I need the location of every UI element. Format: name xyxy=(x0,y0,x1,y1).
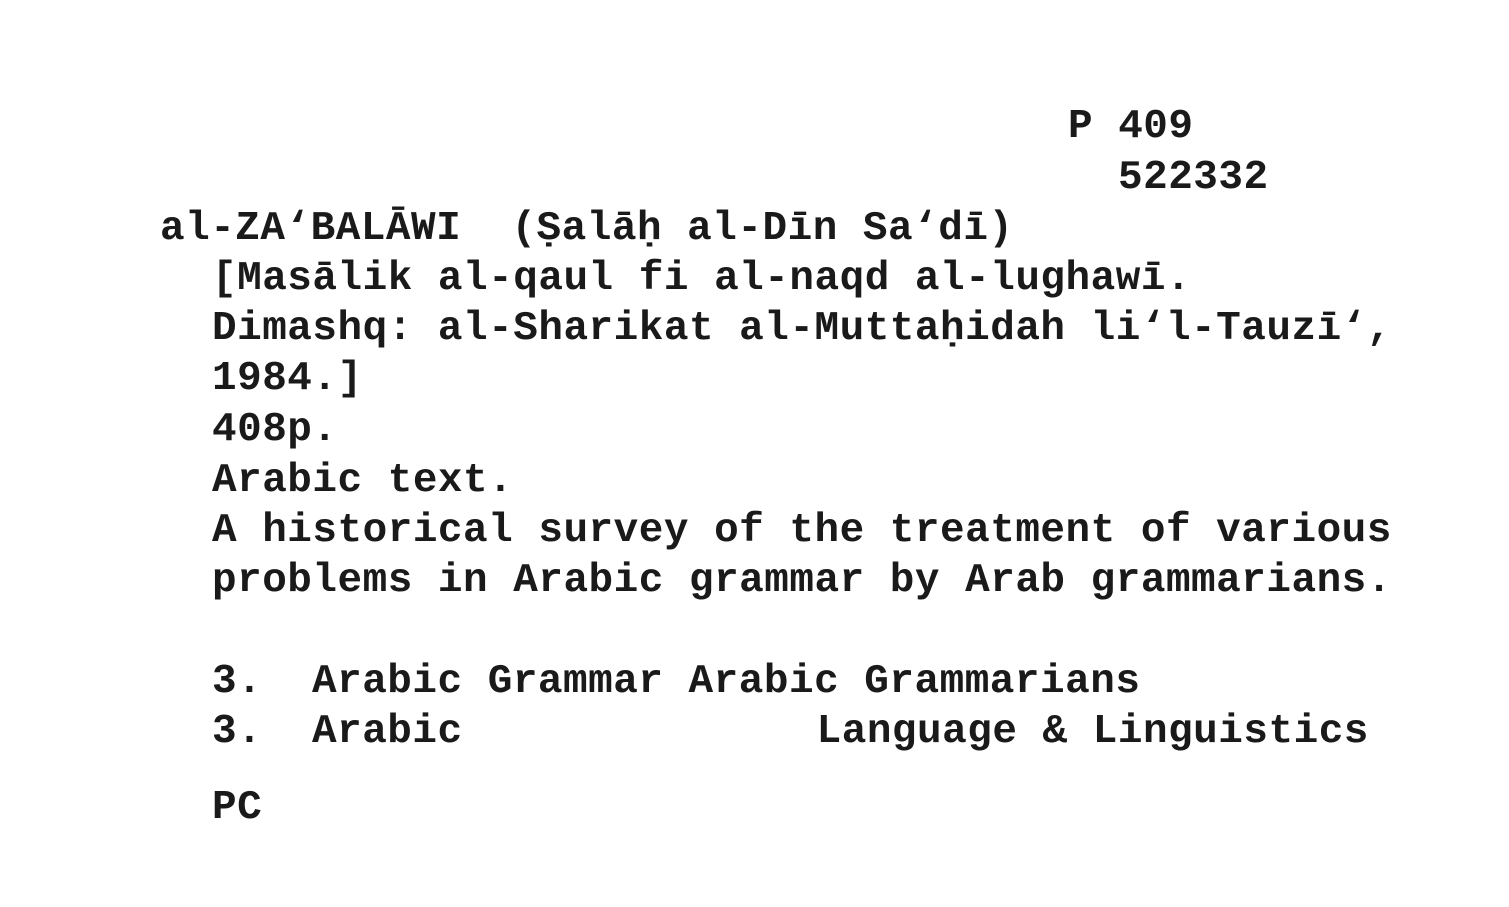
pagination: 408p. xyxy=(212,407,338,453)
call-number-line1: P 409 xyxy=(1068,104,1194,150)
cataloger-initials: PC xyxy=(212,785,263,831)
imprint-line: Dimashq: al-Sharikat al-Muttaḥidah li‘l-Tauzī‘, xyxy=(212,306,1392,352)
title-line1: [Masālik al-qaul fi al-naqd al-lughawī. xyxy=(212,256,1192,302)
subject-category: Language & Linguistics xyxy=(816,709,1369,755)
call-number-line2: 522332 xyxy=(1118,155,1269,201)
summary-line1: A historical survey of the treatment of various xyxy=(212,508,1392,554)
subject-entry xyxy=(212,707,1369,757)
subject-number: 3. xyxy=(212,659,263,705)
author-heading: al-ZA‘BALĀWI (Ṣalāḥ al-Dīn Sa‘dī) xyxy=(160,206,1014,252)
subject-term: Arabic xyxy=(312,709,463,755)
subject-number: 3. xyxy=(212,709,263,755)
imprint-year: 1984.] xyxy=(212,356,363,402)
subject-entry xyxy=(212,657,1140,707)
subject-term: Arabic Grammar Arabic Grammarians xyxy=(312,659,1141,705)
summary-line2: problems in Arabic grammar by Arab grammarians. xyxy=(212,558,1392,604)
language-note: Arabic text. xyxy=(212,458,514,504)
